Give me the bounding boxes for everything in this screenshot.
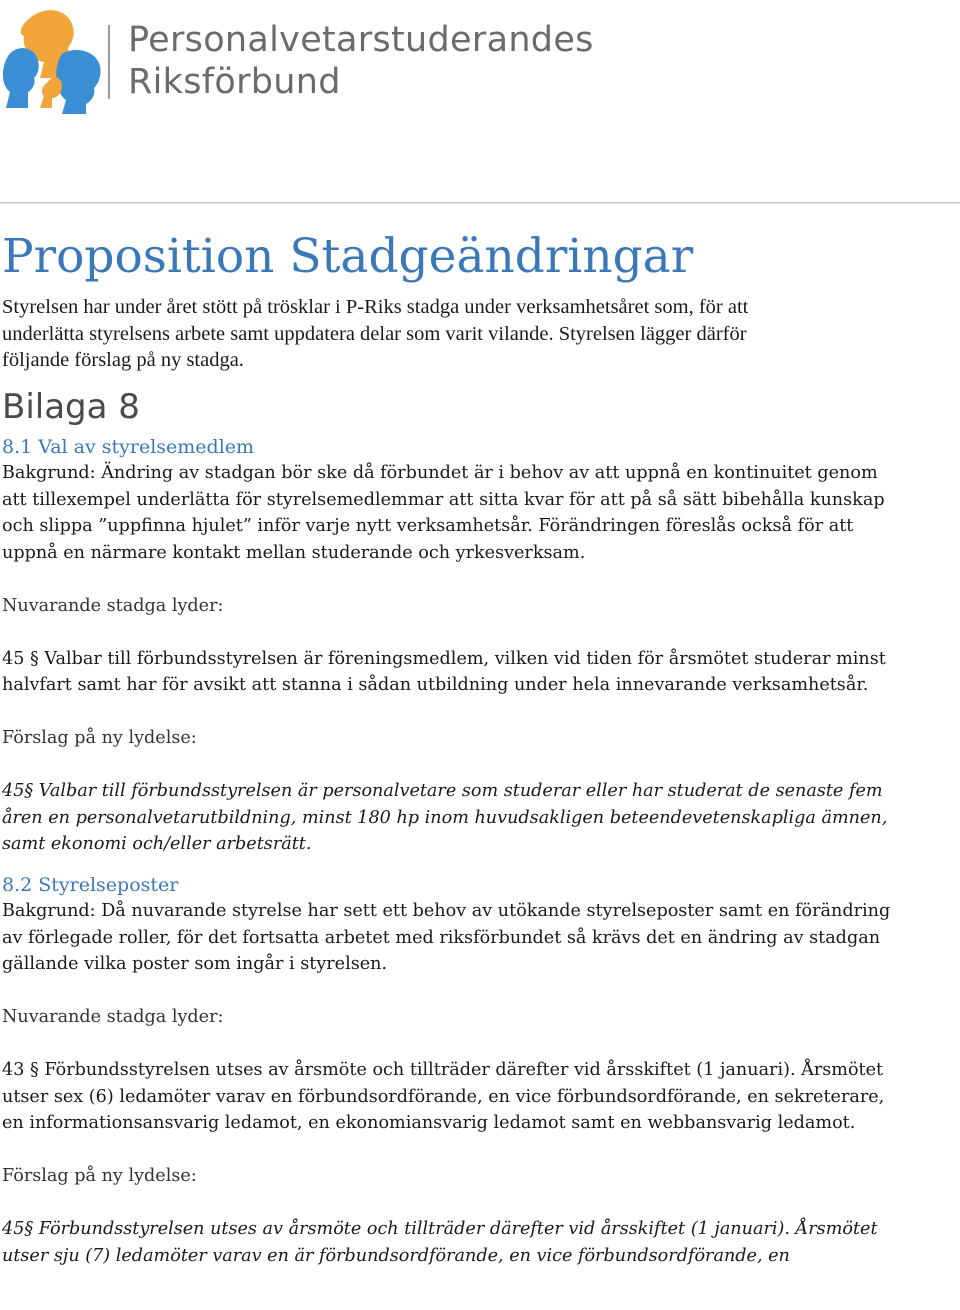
header-rule [0,202,960,203]
text-line: halvfart samt har för avsikt att stanna i sådan utbildning under hela innevarande verksamhetsår. [2,675,869,695]
text-line: en informationsansvarig ledamot, en ekonomiansvarig ledamot samt en webbansvarig ledamot. [2,1113,856,1133]
text-line: och slippa ”uppfinna hjulet” inför varje nytt verksamhetsår. Förändringen föreslås också för att [2,516,854,536]
current-statute-text [2,646,958,699]
text-line: Bakgrund: Ändring av stadgan bör ske då förbundet är i behov av att uppnå en kontinuitet genom [2,463,878,483]
section-background [2,898,958,978]
logo-wordmark-line2: Riksförbund [128,62,341,102]
current-statute-label: Nuvarande stadga lyder: [2,1007,224,1027]
text-line: uppnå en närmare kontakt mellan studerande och yrkesverksam. [2,542,586,563]
text-line: samt ekonomi och/eller arbetsrätt. [2,834,312,854]
intro-line: Styrelsen har under året stött på trösklar i P-Riks stadga under verksamhetsåret som, för att [2,296,749,318]
text-line: 45 § Valbar till förbundsstyrelsen är föreningsmedlem, vilken vid tiden för årsmötet studerar minst [2,648,886,669]
intro-line: underlätta styrelsens arbete samt uppdatera delar som varit vilande. Styrelsen lägger därför [2,322,747,345]
proposal-label: Förslag på ny lydelse: [2,728,197,748]
text-line: att tillexempel underlätta för styrelsemedlemmar att sitta kvar för att på så sätt bibehålla kunskap [2,489,885,510]
document-body [2,222,958,1269]
section-heading-8-2: 8.2 Styrelseposter [2,873,179,896]
section-background [2,460,958,566]
section-heading-8-1: 8.1 Val av styrelsemedlem [2,435,255,458]
text-line: utser sex (6) ledamöter varav en förbundsordförande, en vice förbundsordförande, en sekreterare, [2,1086,885,1107]
text-line: gällande vilka poster som ingår i styrelsen. [2,954,388,974]
text-line: 43 § Förbundsstyrelsen utses av årsmöte och tillträder därefter vid årsskiftet (1 januari). Årsmötet [2,1060,884,1080]
current-statute-text [2,1057,958,1137]
text-line: utser sju (7) ledamöter varav en är förbundsordförande, en vice förbundsordförande, en [2,1245,790,1266]
intro-line: följande förslag på ny stadga. [2,349,244,371]
proposal-text [2,778,958,858]
proposal-text [2,1216,958,1269]
text-line: 45§ Valbar till förbundsstyrelsen är personalvetare som studerar eller har studerat de senaste fem [2,781,883,801]
logo-divider [108,25,110,99]
text-line: åren en personalvetarutbildning, minst 180 hp inom huvudsakligen beteendevetenskapliga ämnen, [2,807,888,828]
intro-paragraph [2,294,958,374]
text-line: Bakgrund: Då nuvarande styrelse har sett ett behov av utökande styrelseposter samt en förändring [2,901,891,921]
logo-wordmark-line1: Personalvetarstuderandes [128,20,594,60]
appendix-heading: Bilaga 8 [2,386,140,427]
proposal-label: Förslag på ny lydelse: [2,1166,197,1186]
faces-icon [0,4,104,114]
document-header [0,0,960,200]
page-title: Proposition Stadgeändringar [2,229,694,284]
text-line: 45§ Förbundsstyrelsen utses av årsmöte och tillträder därefter vid årsskiftet (1 januari). Årsmötet [2,1219,878,1239]
text-line: av förlegade roller, för det fortsatta arbetet med riksförbundet så krävs det en ändring av stadgan [2,927,881,948]
current-statute-label: Nuvarande stadga lyder: [2,595,224,616]
